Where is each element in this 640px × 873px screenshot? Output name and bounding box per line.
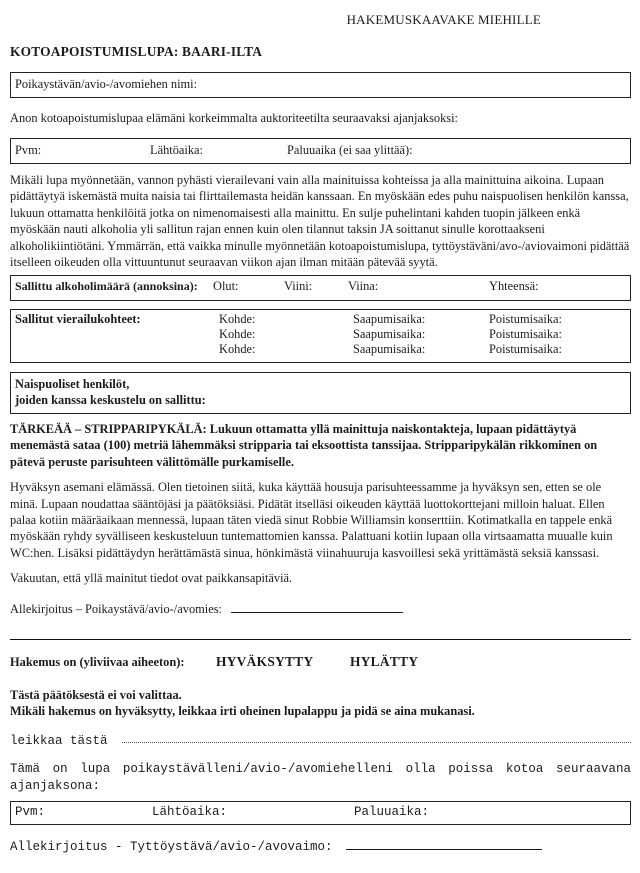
visit-place-label: Kohde: <box>219 326 256 341</box>
return-time-field-label: Paluuaika (ei saa ylittää): <box>287 142 413 157</box>
schedule-box <box>10 138 631 164</box>
visit-arrival-label: Saapumisaika: <box>353 326 426 341</box>
decision-note-no-appeal: Tästä päätöksestä ei voi valittaa. <box>10 688 182 703</box>
visit-departure-label: Poistumisaika: <box>489 341 562 356</box>
permit-slip-text: Tämä on lupa poikaystävälleni/avio-/avomiehelleni olla poissa kotoa seuraavana ajanjaksona: <box>10 761 631 794</box>
allowed-visits-box <box>10 309 631 363</box>
visit-arrival-label: Saapumisaika: <box>353 311 426 326</box>
cut-here-row <box>10 733 631 749</box>
girlfriend-signature-label: Allekirjoitus - Tyttöystävä/avio-/avovaimo: <box>10 840 333 855</box>
decision-approved-option: HYVÄKSYTTY <box>216 653 314 669</box>
applicant-signature-label: Allekirjoitus – Poikaystävä/avio-/avomies: <box>10 601 222 616</box>
permit-schedule-box <box>10 801 631 825</box>
allowed-women-box <box>10 372 631 414</box>
stripper-clause-paragraph: TÄRKEÄÄ – STRIPPARIPYKÄLÄ: Lukuun ottamatta yllä mainittuja naiskontakteja, lupaan pidättäytyä menemästä sataa (100) metriä lähemmäksi stripparia tai eksoottista tanssijaa. Stripparipykälän rikkominen on pätevä peruste parisuhteen välittömälle purkamiselle. <box>10 421 598 469</box>
decision-rejected-option: HYLÄTTY <box>350 653 419 669</box>
applicant-signature-row <box>10 601 631 617</box>
affirmation-text: Vakuutan, että yllä mainitut tiedot ovat paikkansapitäviä. <box>10 571 293 586</box>
departure-time-field-label: Lähtöaika: <box>150 142 203 157</box>
alcohol-box-label: Sallittu alkoholimäärä (annoksina): <box>15 279 198 294</box>
section-divider <box>10 639 631 640</box>
permit-departure-time-field-label: Lähtöaika: <box>152 804 228 819</box>
visit-arrival-label: Saapumisaika: <box>353 341 426 356</box>
spirits-field-label: Viina: <box>348 279 379 294</box>
permit-return-time-field-label: Paluuaika: <box>354 804 430 819</box>
total-field-label: Yhteensä: <box>489 279 539 294</box>
girlfriend-signature-line <box>346 847 542 850</box>
visit-departure-label: Poistumisaika: <box>489 311 562 326</box>
document-title: KOTOAPOISTUMISLUPA: BAARI-ILTA <box>10 44 263 60</box>
name-field-label: Poikaystävän/avio-/avomiehen nimi: <box>15 76 198 91</box>
visit-place-label: Kohde: <box>219 341 256 356</box>
allowed-women-label-line2: joiden kanssa keskustelu on sallittu: <box>15 392 206 407</box>
applicant-signature-line <box>231 610 403 613</box>
pledge-paragraph: Mikäli lupa myönnetään, vannon pyhästi vierailevani vain alla mainituissa kohteissa ja alla mainittuina aikoina. Lupaan pidättäytyä iskemästä muita naisia tai flirttailemasta heidän kanssaan. En myöskään edes puhu naispuolisen henkilön kanssa, lukuun ottamatta henkilöitä jotka on nimenomaisesti alla mainittu. En sulje puhelintani kahden tuopin jälkeen enkä myöskään nauti alkoholia yli sallitun rajan ennen kuin olen tilannut taksin JA soittanut sinulle korottaakseni alkoholikiintiötäni. Ymmärrän, että vaikka minulle myönnetään kotoapoistumislupa, tyttöystäväni/avo-/aviovaimoni pidättää itselleen oikeuden olla vittuuntunut seuraavan viikon ajan ilman mitään pätevää syytä. <box>10 173 630 270</box>
visit-place-label: Kohde: <box>219 311 256 326</box>
girlfriend-signature-row <box>10 839 631 855</box>
document-header: HAKEMUSKAAVAKE MIEHILLE <box>346 12 541 27</box>
permit-date-field-label: Pvm: <box>15 804 46 819</box>
cut-here-dotted-line <box>122 742 631 743</box>
allowed-women-label-line1: Naispuoliset henkilöt, <box>15 376 130 391</box>
decision-row <box>10 654 631 670</box>
alcohol-allowance-box <box>10 275 631 300</box>
date-field-label: Pvm: <box>15 142 42 157</box>
beer-field-label: Olut: <box>213 279 239 294</box>
decision-note-cut-slip: Mikäli hakemus on hyväksytty, leikkaa irti oheinen lupalappu ja pidä se aina mukanasi. <box>10 704 475 719</box>
acceptance-paragraph: Hyväksyn asemani elämässä. Olen tietoinen siitä, kuka käyttää housuja parisuhteessamme ja hyväksyn sen, etten se ole minä. Lupaan noudattaa sääntöjäsi ja päätöksiäsi. Pidätät itselläsi oikeuden käyttää luottokorttejani milloin haluat. Ellen palaa kotiin määräaikaan mennessä, lupaan täten viedä sinut Robbie Williamsin konserttiin. Kotimatkalla en tappele enkä myöskään ryhdy syvälliseen keskusteluun tuntemattomien kanssa. Palattuani kotiin lupaan olla virtsaamatta muualle kuin WC:hen. Lisäksi pidättäydyn herättämästä sinua, hönkimästä viinahuuruja kasvoillesi sekä yrittämästä seksiä kanssasi. <box>10 480 613 560</box>
name-field-box <box>10 72 631 98</box>
decision-notes <box>10 687 631 719</box>
request-intro-text: Anon kotoapoistumislupaa elämäni korkeimmalta auktoriteetilta seuraavaksi ajanjaksoksi: <box>10 111 459 126</box>
wine-field-label: Viini: <box>284 279 313 294</box>
visit-departure-label: Poistumisaika: <box>489 326 562 341</box>
decision-label: Hakemus on (yliviivaa aiheeton): <box>10 654 185 669</box>
cut-here-label: leikkaa tästä <box>10 734 108 749</box>
visits-box-label: Sallitut vierailukohteet: <box>15 311 141 326</box>
